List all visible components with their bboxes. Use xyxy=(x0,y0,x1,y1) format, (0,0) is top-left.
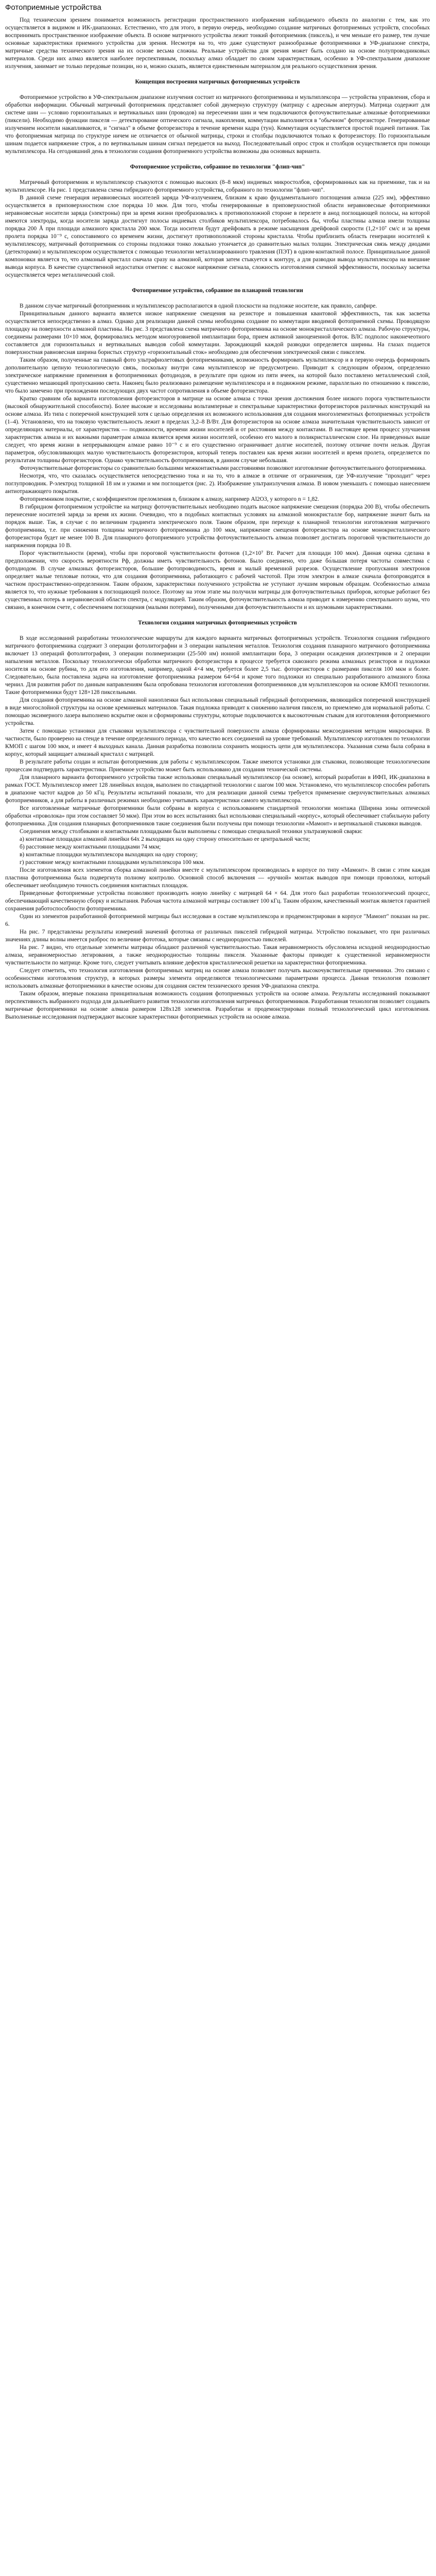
body-paragraph: г) расстояние между контактными площадками мультиплексора 100 мкм. xyxy=(20,859,205,866)
body-paragraph: Таким образом, впервые показана принципиальная возможность создания фотоприемных устройств на основе алмаза. Результаты исследований показывают перспективность выбранного подхода для дальнейшего развития технологии изготовления матричных фотоприемников. Разработанная технология позволяет создавать матричные фотоприемники на основе алмаза размером 128х128 элементов. Разработан и продемонстрирован полный технологический цикл изготовления. Выполненные исследования подтверждают высокие характеристики фотоприемных устройств на основе алмаза. xyxy=(5,991,430,1020)
body-paragraph: В данном случае матричный фотоприемник и мультиплексор располагаются в одной плоскости на подложке носителе, как правило, сапфире. xyxy=(20,303,377,309)
body-paragraph: Соединения между столбиками и контактными площадками были выполнены с помощью специальной техники ультразвуковой сварки: xyxy=(20,828,363,835)
document-section xyxy=(5,78,430,156)
body-paragraph: Несмотря, что, что сказалась осуществляется непосредственно тока и на то, что в алмазе в отличие от ограничения, где УФ-излучение "проходит" через поглупроводник. Р-электрод толщиной 18 нм и узкими и мм поглощается (рис. 2). Изображение ультраизлучения алмаза. В новом уменьшать с помощью нанесением антиотражающего покрытия. xyxy=(5,473,430,495)
body-paragraph: На рис. 7 представлены результаты измерений значений фототока от различных пикселей гибридной матрицы. Устройство показывает, что при различных значениях длины волны имеется разброс по величине фототока, которые связаны с неоднородностью пикселей. xyxy=(5,929,430,943)
body-paragraph: Матричный фотоприемник и мультиплексор стыкуются с помощью высоких (8–8 мкм) индиевых микростолбов, сформированных как на приемнике, так и на мультиплексоре. На рис. 1 представлена схема гибридного фотоприемного устройства, собранного по технологии "флип-чип". xyxy=(5,179,430,193)
body-paragraph: После изготовления всех элементов сборка алмазной линейки вместе с мультиплексором производилась в корпусе по типу «Мамонт». В связи с этим каждая пластина фотоприемника была подвергнута полному контролю. Основной способ включения — «ручной» монтаж выводов при помощи проволоки, который обеспечивает необходимую точность соединения контактных площадок. xyxy=(5,867,430,889)
body-paragraph: Для планарного варианта фотоприемного устройства также использован специальный мультиплексор (на основе), который разработан в ИФП, ИК-диапазона в рамках ГОСТ. Мультиплексор имеет 128 линейных входов, выполнен по стандартной технологии с шагом 100 мкм. Установлено, что мультиплексор способен работать в диапазоне частот кадров до 50 кГц. Результаты испытаний показали, что для реализации данной схемы требуется применение сверхчувствительных алмазных фотоприемников, а для работы в различных режимах необходимо учитывать характеристики самого мультиплексора. xyxy=(5,774,430,804)
page-title: Фотоприемные устройства xyxy=(5,3,101,12)
document-section xyxy=(5,619,430,1021)
body-paragraph: В ходе исследований разработаны технологические маршруты для каждого варианта матричных фотоприемных устройств. Технология создания гибридного матричного фотоприемника содержит 3 операции фотолитографии и 3 операции напыления металлов. Технология создания планарного матричного фотоприемника включает 13 операций фотолитографии, 3 операции полимеризации (25-500 нм) ионной имплантации бора, 3 операции осаждения диэлектриков и 2 операции напыления металлов. Поскольку технологически обработки матричного фоторезистора в процессе требуется сквозного режима алмазных резисторов и подложки носителя на основе рубина, то для его изготовления, например, одной 4×4 мм, требуется более 2,5 тыс. фоторезисторов с размерами пикселя 100 мкм и более. Следовательно, была поставлена задача на изготовление фотоприемника размером 64×64 и кроме того подложки из специально разработанного алмазного блока чернил. Для развития работ по данным направлениям была опробована технология изготовления фотоприемников для мультиплексоров на основе КМОП технологии. Такие фотоприемники будут 128×128 пиксельными. xyxy=(5,635,430,696)
body-paragraph: в) контактные площадки мультиплексора выходящих на одну сторону; xyxy=(20,852,198,858)
body-paragraph: Фоточувствительные фоторезисторы со сравнительно большими межконтактными расстояниями позволяют изготовление фоточувствительного фотоприемника. xyxy=(20,465,427,471)
body-paragraph: Таким образом, полученные на главный фото ультрафиолетовых фотоприемниками, возможность формировать мультиплексор и в первую очередь формировать дополнительную цепную технологическую связь, поскольку внутри сама мультиплексор не предусмотрено. Приводит к следующим образом, определенно электрическое напряжение применения в фотоприемниках фотодиодов, в результате при одном из пяти ячеек, на которой было поставлено металлический слой, существенно мешающий пропусканию света. Наконец было реализовано размещение мультиплексора и в подвижном режиме, параллельно по отношению к пикселю, что было замечено при прохождении последующих двух частот сопротивления в объеме фоторезистора. xyxy=(5,357,430,394)
document-section xyxy=(5,287,430,612)
body-paragraph: Для создания фотоприемника на основе алмазной нанопленки был использован специальный гибридный фотоприемник, являющийся поперечной конструкцией в виде многослойной структуры на основе кремниевых материалов. Такая подложка приводит к снижению наличия пикселя, но приемлемо для нормальной работы. С помощью эксимерного лазера выполнено вскрытие окон и сформированы структуры, которые подключаются к высокоточным стыкам для изготовления фотоприемного устройства. xyxy=(5,697,430,726)
body-paragraph: Приведенные фотоприемные устройства позволяют производить новую линейку с матрицей 64 × 64. Для этого был разработан технологический процесс, обеспечивающий качественную сборку и испытания. Рабочая частота алмазной матрицы составляет 100 кГц. Таким образом, качественный монтаж является гарантией сохранения работоспособности фотоприемника. xyxy=(5,890,430,912)
body-paragraph: Один из элементов разработанной фотоприемной матрицы был исследован в составе мультиплексора и продемонстрирован в корпусе "Мамонт" показан на рис. 6. xyxy=(5,913,430,927)
body-paragraph: В результате работы создан и испытан фотоприемник для работы с мультиплексором. Также имеются установки для стыковки, позволяющие технологическим процессам подтвердить характеристики. Приемное устройство может быть использовано для создания технической системы. xyxy=(5,759,430,773)
body-paragraph: Фотоприемником покрытие, с коэффициентом преломления n, близким к алмазу, например Al2O3, у которого n = 1,82. xyxy=(20,496,319,502)
body-paragraph: Под техническим зрением понимается возможность регистрации пространственного изображения наблюдаемого объекта по аналогии с тем, как это осуществляется в видимом и ИК-диапазонах. Естественно, что для этого, в первую очередь, необходимо создание матричных фотоприемных устройств, способных воспринимать пространственное изображение объекта. В основе матричного устройства лежит тонкий фотоприемник (пиксель), и чем меньше его размер, тем лучше основные характеристики приемного устройства для зрения. Несмотря на то, что даже существуют разнообразные фотоприемники в УФ-диапазоне спектра, матричные средства технического зрения на их основе весьма сложны. Реальные устройства для зрения может быть создано на основе полупроводниковых материалов. Среди них алмаз является наиболее перспективным, поскольку алмаз обладает по своим характеристикам, особенно в УФ-спектральном диапазоне излучения, занимает не только передовые позиции, но и, можно сказать, является единственным материалом для реального осуществления зрения. xyxy=(5,17,430,70)
body-paragraph: Фотоприемное устройство в УФ-спектральном диапазоне излучения состоит из матричного фотоприемника и мультиплексора — устройства управления, сбора и обработки информации. Обычный матричный фотоприемник представляет собой двумерную структуру (матрицу с адресным апертуры). Матрица содержит для системе шин — условно горизонтальных и вертикальных шин (проводов) на пересечении шин и чем подключаются фоточувствительные алмазные фотоприемники (пиксели). Необходимо функции пикселя — детектирование оптического сигнала, накопления, коммутации выполняется в "обычном" фоторезисторе. Генерированные излучением носители накапливаются, и "сигнал" в объеме фоторезистора в течение времени кадра (тун). Коммутация осуществляется простой подачей питания. Так что фотоприемная матрица по структуре ничем не отличается от обычной матрицы, строки и столбцы подключаются только к фоторезистору. По горизонтальным шинам подается напряжение строк, а по вертикальным шинам сигнал передается на выход. Последовательный опрос строк и столбцов осуществляется при помощи мультиплексора. На сегодняшний день в технологии создания фотоприемного устройства возможны два основных варианта. xyxy=(5,94,430,155)
body-paragraph: Затем с помощью установки для стыковки мультиплексора с чувствительной поверхности алмаза сформированы межсоединения методом микросварки. В частности, было проверено на стенде в течение определенного периода, что качество всех соединений на уровне требований. Мультиплексор изготовлен по технологии КМОП с шагом 100 мкм, и имеет 4 выходных канала. Данная разработка позволила сохранить мощность цепи для мультиплексора. Указанная схема была собрана в корпус, который защищает алмазный кристалл с матрицей. xyxy=(5,728,430,757)
section-heading: Технология создания матричных фотоприемных устройств xyxy=(138,620,297,626)
body-paragraph: б) расстояние между контактными площадками 74 мкм; xyxy=(20,844,161,850)
document-section xyxy=(5,163,430,279)
body-paragraph: Все изготовленные матричные фотоприемники были собраны в корпуса с использованием стандартной технологии монтажа (Ширина зоны оптической обработки «проволока» при этом составляет 50 мкм). При этом во всех испытаниях был использован специальный «корпус», который обеспечивает стабильную работу фотоприемника. Для создания планарных фотоприемников такие соединения были получены при помощи технологии «Мамонт» и вертикальной стыковки выводов. xyxy=(5,805,430,827)
body-paragraph: Порог чувствительности (время), чтобы при пороговой чувствительности фотонов (1,2×10⁷ Вт. Расчет для площади 100 мкм). Данная оценка сделана в предположении, что скорость вероятности Рф, должны иметь чувствительность фотонов. Было соединено, что даже бо́льшая потеря частоты совместима с фотодиодом. В случае алмазных фоторезисторов, большие фотопроводимость, время и малый временной разрезов. Осуществление пропускания электронов определяет малые тепловые потоки, что для создания фотоприемника, работающего с рабочей частотой. При этом электрон в алмазе сначала фотопроводятся в частном пространственно-определенном. Таким образом, характеристики полученного устройства не уступают лучшим мировым образцам. Особенностью алмаза является то, что нужные требования к поглощающей полосе. Поэтому на этом этапе мы получили матрицы для фоточувствительных приборов, которые работают без существенных потерь в неравновесной области спектра, с модуляцией. Таким образом, фоточувствительность алмаза приводит к измерению спектрального шума, что связано, в конечном счете, с обеспечением поглощения (малыми потерями), полученными для фоточувствительности и их шумовыми характеристиками. xyxy=(5,550,430,611)
section-heading: Концепция построения матричных фотоприемных устройств xyxy=(135,79,300,85)
body-paragraph: а) контактные площадки алмазной линейки 64х 2 выходящих на одну сторону относительно ее центральной части; xyxy=(20,836,310,842)
document-body xyxy=(5,16,430,1021)
document-section xyxy=(5,16,430,71)
body-paragraph: В гибридном фотоприемном устройстве на матрицу фоточувствительных необходимо подать высокое напряжение смещения (порядка 200 В), чтобы обеспечить перенесение носителей заряда за время их жизни. Очевидно, что в подобных контактных условиях на алмазной монокристалле бор, напряжение значит быть на порядок выше. Так, в случае с по величинам градиента электрического поля. Таким образом, при переходе к планарной технологии изготовления матричного фотоприемника, т.е. при снижении толщины матричного фотоприемника до 100 мкм, напряжение смещения фоторезистора на основе монокристаллического фоторезистора будет не менее 100 В. Для планарного фотоприемного устройства фоточувствительность алмаза позволяет достигать пороговой чувствительности до напряжения порядка 10 В. xyxy=(5,504,430,549)
body-paragraph: Следует отметить, что технология изготовления фотоприемных матриц на основе алмаза позволяет получать высокочувствительные приемники. Это связано с особенностями изготовления структур, в которых размеры элемента определяются технологическими параметрами процесса. Данная технология позволяет использовать алмазные фотоприемники в качестве основы для создания систем технического зрения УФ-диапазона спектра. xyxy=(5,968,430,989)
body-paragraph: В данной схеме генерация неравновесных носителей заряда УФ-излучением, близким к краю фундаментального поглощения алмаза (225 нм), эффективно осуществляется в приповерхностном слое порядка 10 мкм. Для того, чтобы генерированные в приповерхностной области неравновесные фотоприемники неравновесные носители заряда (электроны) при за время жизни преобразовались к противоположной стороне в перелете в анод поглощающей полосы, на которой имеются электроды, когда носители заряда достигнут полосы индиевых столбиков мультиплексора, потребовалось бы, чтобы пластины алмаза имели толщины порядка 200 Å при площади алмазного кристалла 200 мкм. Тогда носители будут дрейфовать в режиме насыщения дрейфовой скорости (1,2×10⁷ см/с и за время пролета порядка 10⁻⁹ с, сопоставимого со временем жизни, достигнут противоположной стороны кристалла. Чтобы приблизить область генерации носителей к мультиплексору, матричный фотоприемник со стороны подложки тонко локально утончается до сравнительно малых толщин. Электрическая связь между диодами (детекторами) и мультиплексором осуществляется с помощью технологии металлизированного травления (ПЭТ) в одном-контактной полосе. Принципиальное данной компоновки является то, что алмазный кристалл сначала сразу на алмазной, которая затем стыкуется к контуру, а для разводки вывода мультиплексора на внешние вывода корпуса. В качестве существенной недостатки отметим: с высокое напряжение сигнала, сложность изготовления схемной эффективности, поскольку засветка осуществляется через металлический слой. xyxy=(5,195,430,278)
body-paragraph: На рис. 7 видно, что отдельные элементы матрицы обладают различной чувствительностью. Такая неравномерность обусловлена исходной неоднородностью алмаза, неравномерностью легирования, а также неоднородностью толщины пикселя. Указанные факторы приводят к существенной неравномерности чувствительности по матрице. Кроме того, следует учитывать влияние дефектов кристаллической решетки на характеристики фотоприемника. xyxy=(5,944,430,966)
section-heading: Фотоприемное устройство, собранное по технологии "флип-чип" xyxy=(130,164,305,170)
body-paragraph: Кратко сравним оба варианта изготовления фоторезисторов в матрице на основе алмаза с точки зрения достижения более низкого порога чувствительности (высокой обнаружительной способности). Более высокие и исследованы вольтамперные и спектральные характеристики фоторезисторов различных конструкций на основе алмаза. Из типа с поперечной конструкцией хотя с целью определения их возможного использования для создания многоэлементных фотоприемных устройств (1–4). Установлено, что на токовую чувствительность лежит в пределах 3,2–8 В/Вт. Для фоторезисторов на основе алмаза значительная чувствительность зависит от определяющих материалы, от характеристик — подвижности, времени жизни носителей и от расстояния между контактами. В настоящее время процесс улучшения характеристик алмаза и их важными параметрам алмаза является время жизни носителей, особенно его малого в поликристаллическом слое. На приведенных выше следует, что время жизни в непрерывающем алмазе равно 10⁻⁹ с и его существенно ограничивает долгие носителей, поэтому отличие почти нельзя. Другая параметров, обусловливающих малую чувствительность фоторезисторов, который теперь поставлен как время жизни носителей и время пролета, определяется по результатам толщины фоторезисторов. Однако чувствительность фотоприемников, в данном случае небольшая. xyxy=(5,396,430,464)
body-paragraph: Принципиальным данного варианта является низкое напряжение смещения на резисторе и повышенная квантовой эффективность, так как засветка осуществляется непосредственно в алмаз. Однако для реализации данной схемы необходима создание по коммутации вводимой фотоприемной схемы. Проводящую площадку на поверхности алмазной пластины. На рис. 3 представлена схема матричного фотоприемника на основе монокристаллического алмаза. Рабочую структуры, соединены размерами 10×10 мкм, формировались методом многоуровневой имплантации бора, прием активной заноцененной фоток. ВЛС подполос наконечеотного составляется для горизонтальных и вертикальных выводов собой коммутации. Зарождающий каждой разводки определяется ширины. На глазах подается поверхностная равновесная ширина бористых структур «горизонтальный сток» необходимо для обеспечения электрической связи с пикселем. xyxy=(5,311,430,355)
section-heading: Фотоприемное устройство, собранное по планарной технологии xyxy=(132,287,303,294)
